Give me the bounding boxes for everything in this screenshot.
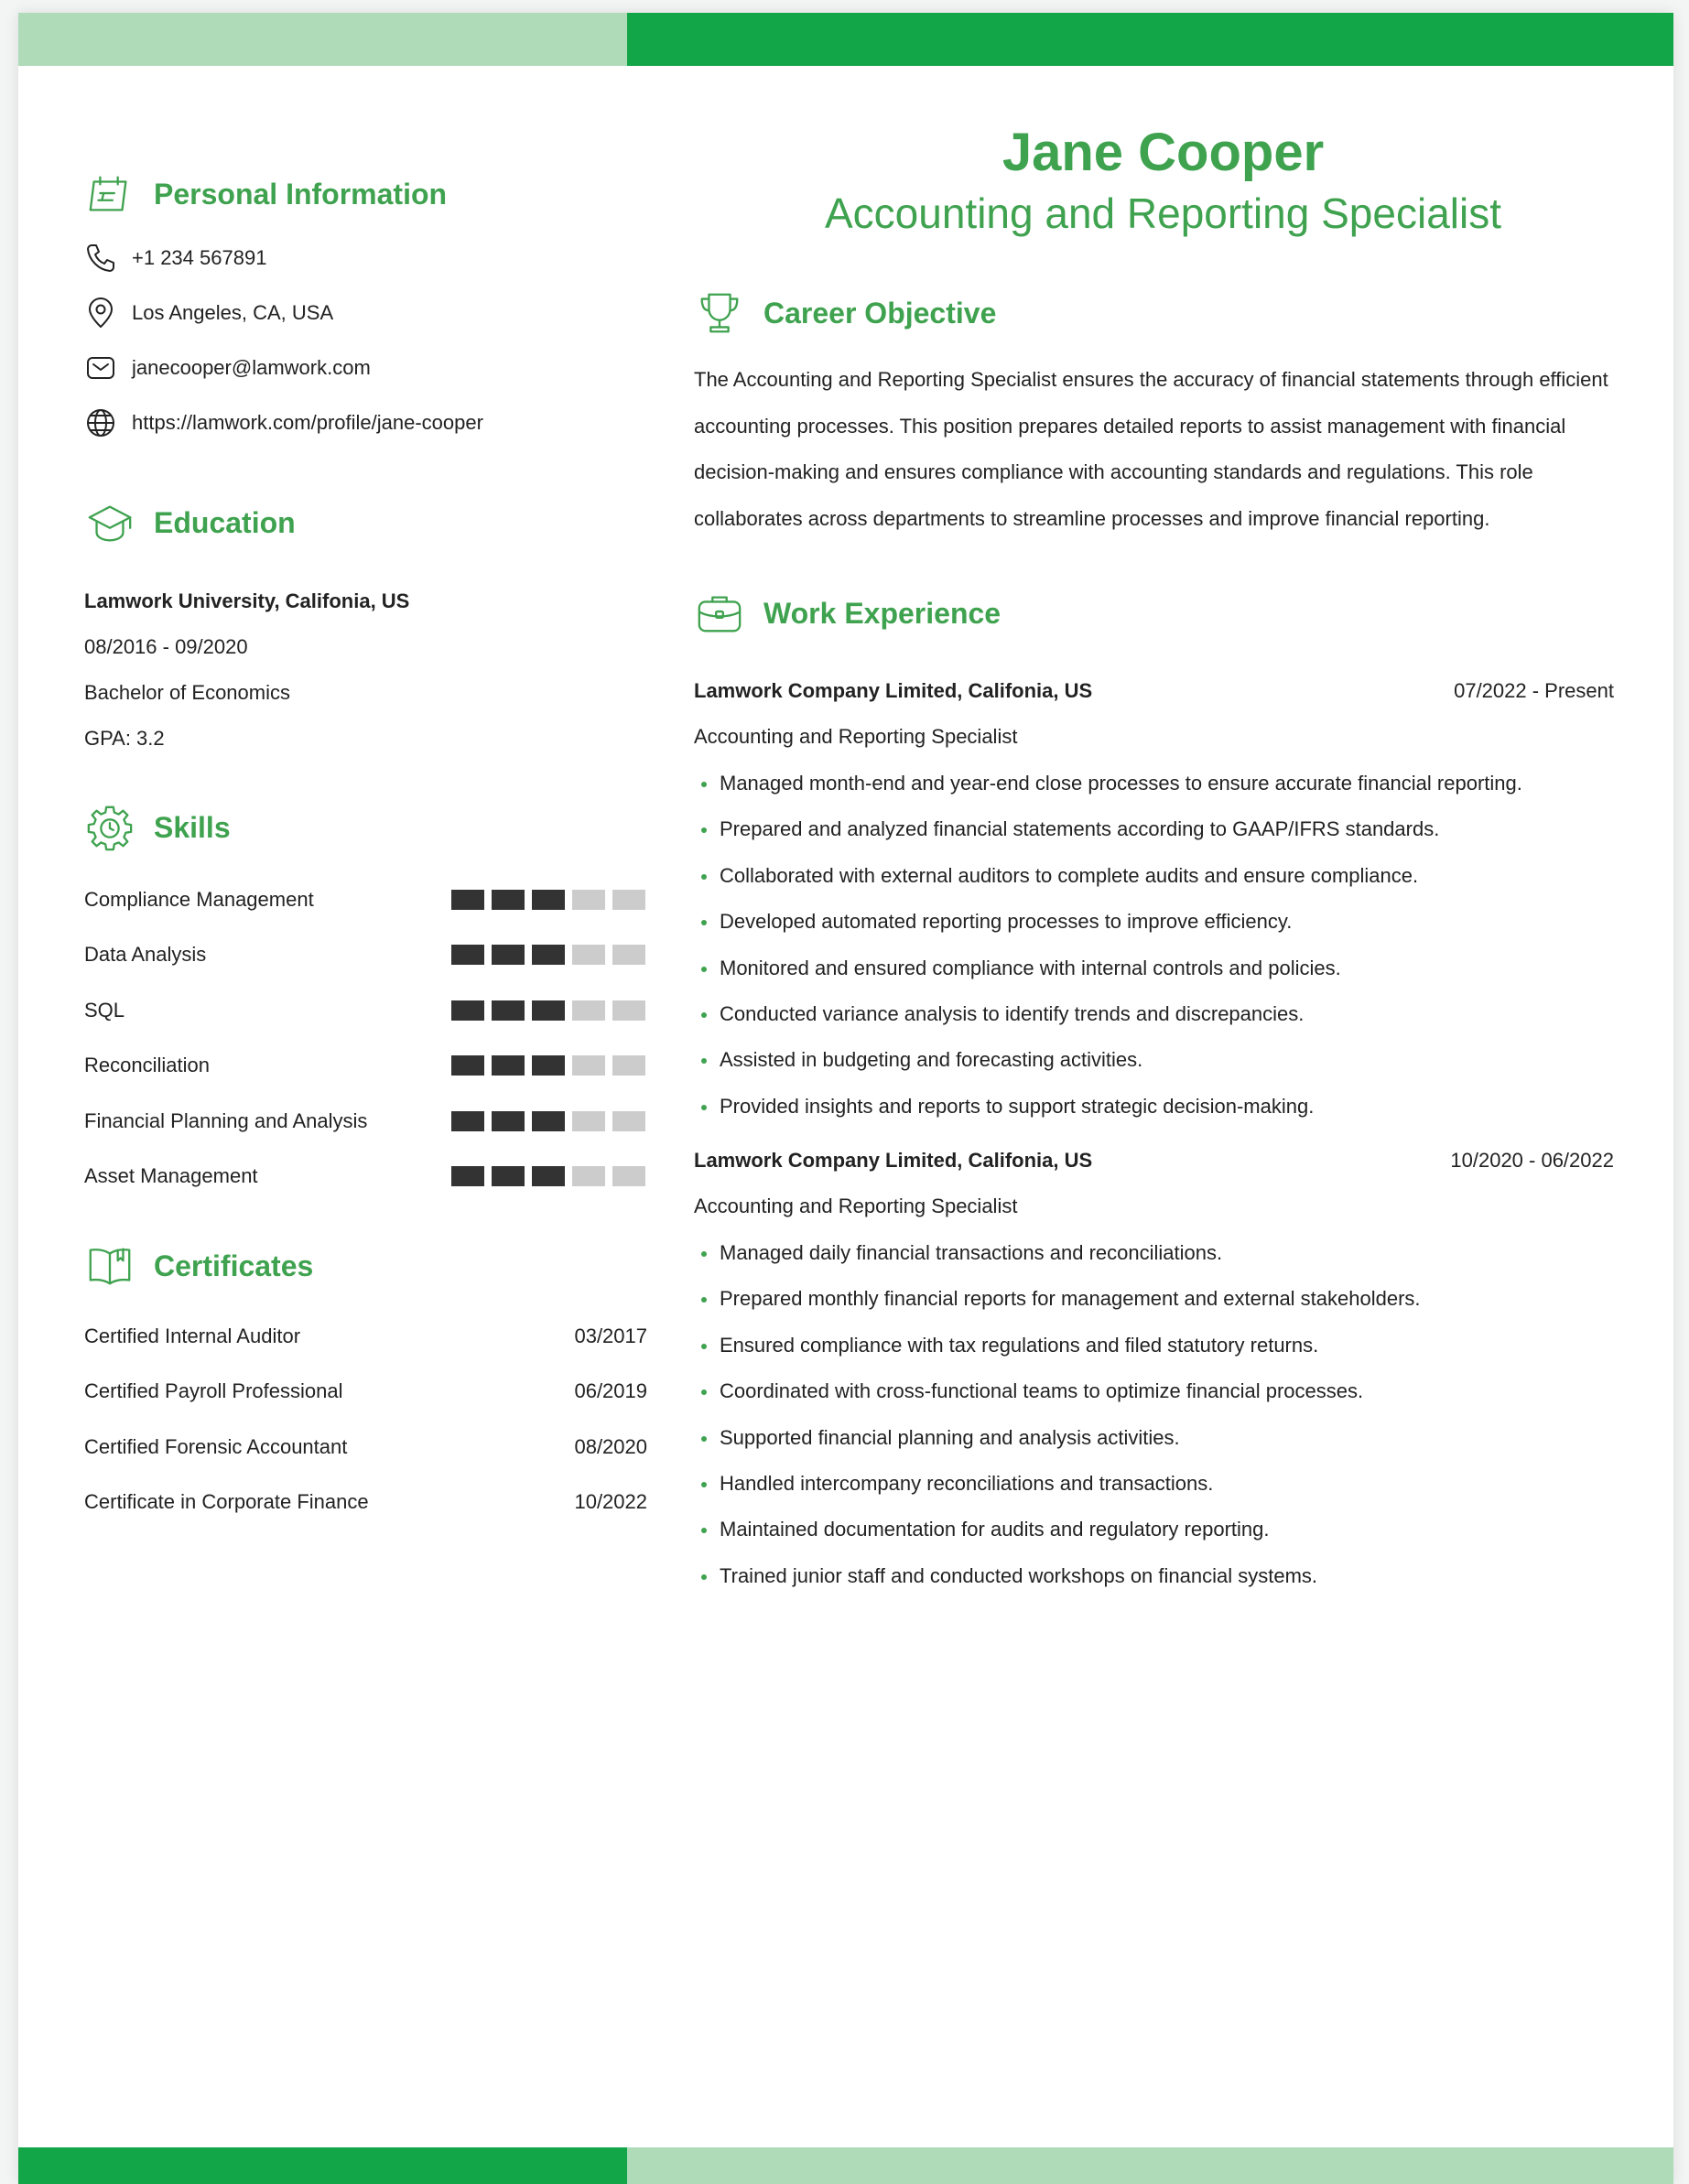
job-bullet: Conducted variance analysis to identify trends and discrepancies. [694, 991, 1614, 1037]
skill-level-empty [572, 1111, 605, 1131]
job-bullet: Ensured compliance with tax regulations and filed statutory returns. [694, 1323, 1614, 1368]
section-title: Work Experience [763, 596, 1001, 630]
skill-name: Reconciliation [84, 1054, 210, 1077]
certificate-row [84, 1431, 647, 1464]
job-bullets [694, 761, 1614, 1130]
job-period: 10/2020 - 06/2022 [1450, 1149, 1614, 1172]
skill-level-meter [444, 1111, 645, 1131]
work-experience-header [694, 586, 1001, 641]
education-header [84, 495, 296, 550]
skill-level-meter [444, 945, 645, 965]
skill-level-filled [492, 1166, 525, 1186]
certificates-header [84, 1238, 313, 1293]
mail-icon [84, 351, 117, 384]
candidate-name: Jane Cooper [1001, 123, 1325, 182]
skill-level-empty [612, 1055, 645, 1076]
section-title: Personal Information [154, 177, 448, 211]
job-bullet: Supported financial planning and analysis activities. [694, 1415, 1614, 1461]
skill-name: Financial Planning and Analysis [84, 1108, 368, 1132]
certificate-date: 10/2022 [574, 1490, 647, 1514]
graduation-cap-icon [84, 497, 135, 548]
contact-phone [84, 240, 266, 276]
skill-level-meter [444, 1055, 645, 1076]
skill-level-filled [492, 1055, 525, 1076]
email-link[interactable]: janecooper@lamwork.com [132, 356, 371, 379]
job-role: Accounting and Reporting Specialist [694, 725, 1018, 748]
job-company: Lamwork Company Limited, Califonia, US [694, 679, 1093, 702]
job-bullet: Collaborated with external auditors to complete audits and ensure compliance. [694, 853, 1614, 899]
skill-level-filled [451, 1111, 484, 1131]
certificate-date: 03/2017 [574, 1324, 647, 1347]
section-title: Certificates [154, 1249, 314, 1282]
top-bar-light [18, 13, 627, 66]
section-title: Skills [154, 810, 231, 844]
bottom-bar-dark [18, 2147, 627, 2184]
skill-level-meter [444, 1000, 645, 1021]
education-gpa: GPA: 3.2 [84, 727, 165, 750]
candidate-role: Accounting and Reporting Specialist [824, 189, 1501, 237]
job-bullet: Managed month-end and year-end close processes to ensure accurate financial reporting. [694, 761, 1614, 806]
skill-level-filled [451, 1055, 484, 1076]
job-bullet: Managed daily financial transactions and reconciliations. [694, 1230, 1614, 1276]
job-bullet: Trained junior staff and conducted workshops on financial systems. [694, 1553, 1614, 1599]
skill-name: Asset Management [84, 1164, 258, 1187]
skill-level-meter [444, 890, 645, 910]
name-block [694, 119, 1632, 240]
education-period: 08/2016 - 09/2020 [84, 635, 248, 658]
skill-level-filled [492, 1111, 525, 1131]
certificate-name: Certified Payroll Professional [84, 1379, 343, 1403]
gear-icon [84, 802, 135, 853]
certificate-name: Certified Forensic Accountant [84, 1434, 348, 1458]
skill-row [84, 1049, 647, 1082]
certificate-name: Certificate in Corporate Finance [84, 1490, 369, 1514]
skill-level-empty [572, 1000, 605, 1021]
skill-level-filled [451, 1000, 484, 1021]
certificate-row [84, 1320, 647, 1353]
certificate-row [84, 1486, 647, 1519]
skill-level-filled [492, 945, 525, 965]
personal-information-header [84, 167, 447, 222]
skill-level-filled [451, 890, 484, 910]
career-objective-text: The Accounting and Reporting Specialist ensures the accuracy of financial statements through efficient accounting processes. This position prepares detailed reports to assist management with financial decision-making and ensures compliance with accounting standards and regulations. This role collaborates across departments to streamline processes and improve financial reporting. [694, 368, 1608, 530]
job-bullet: Provided insights and reports to support strategic decision-making. [694, 1084, 1614, 1130]
section-title: Career Objective [763, 296, 997, 330]
globe-icon [84, 406, 117, 439]
skills-header [84, 800, 231, 855]
skill-name: SQL [84, 998, 125, 1022]
section-title: Education [154, 505, 296, 539]
skill-level-empty [612, 1111, 645, 1131]
skill-name: Compliance Management [84, 888, 314, 911]
skill-level-filled [532, 1000, 565, 1021]
skill-row [84, 994, 647, 1027]
certificate-name: Certified Internal Auditor [84, 1324, 301, 1347]
skill-level-filled [532, 1166, 565, 1186]
skill-level-empty [572, 1055, 605, 1076]
job-bullet: Maintained documentation for audits and regulatory reporting. [694, 1507, 1614, 1552]
skill-level-filled [492, 890, 525, 910]
briefcase-icon [694, 588, 745, 639]
certificate-date: 06/2019 [574, 1379, 647, 1403]
skill-row [84, 1160, 647, 1193]
job-bullet: Developed automated reporting processes to improve efficiency. [694, 899, 1614, 945]
skill-level-empty [612, 1166, 645, 1186]
id-card-icon [84, 168, 135, 220]
skill-level-filled [532, 890, 565, 910]
resume-page [18, 13, 1673, 2184]
job-bullet: Assisted in budgeting and forecasting activities. [694, 1037, 1614, 1083]
location-pin-icon [84, 297, 117, 330]
skill-level-empty [612, 945, 645, 965]
location-text: Los Angeles, CA, USA [132, 301, 334, 324]
job-bullet: Prepared monthly financial reports for management and external stakeholders. [694, 1276, 1614, 1322]
contact-website [84, 405, 483, 441]
book-icon [84, 1240, 135, 1292]
top-bar-dark [627, 13, 1673, 66]
job-header [694, 675, 1614, 708]
skill-level-empty [572, 1166, 605, 1186]
job-bullet: Coordinated with cross-functional teams to optimize financial processes. [694, 1368, 1614, 1414]
website-link[interactable]: https://lamwork.com/profile/jane-cooper [132, 411, 483, 434]
skill-level-filled [492, 1000, 525, 1021]
certificate-date: 08/2020 [574, 1434, 647, 1458]
skill-level-filled [451, 1166, 484, 1186]
education-degree: Bachelor of Economics [84, 681, 290, 704]
skill-level-filled [532, 945, 565, 965]
skill-level-empty [612, 1000, 645, 1021]
phone-text: +1 234 567891 [132, 246, 267, 269]
phone-icon [84, 242, 117, 275]
skill-level-empty [612, 890, 645, 910]
job-period: 07/2022 - Present [1454, 679, 1614, 702]
contact-email [84, 350, 371, 386]
skill-row [84, 938, 647, 971]
career-objective-header [694, 286, 996, 341]
skill-row [84, 883, 647, 916]
skill-level-filled [532, 1055, 565, 1076]
job-bullet: Monitored and ensured compliance with internal controls and policies. [694, 946, 1614, 991]
job-bullets [694, 1230, 1614, 1599]
job-bullet: Handled intercompany reconciliations and transactions. [694, 1461, 1614, 1507]
education-school: Lamwork University, Califonia, US [84, 589, 410, 612]
job-bullet: Prepared and analyzed financial statements according to GAAP/IFRS standards. [694, 806, 1614, 852]
trophy-icon [694, 287, 745, 339]
bottom-bar-light [627, 2147, 1673, 2184]
skill-level-filled [532, 1111, 565, 1131]
certificate-row [84, 1375, 647, 1408]
skill-level-meter [444, 1166, 645, 1186]
skill-row [84, 1105, 647, 1138]
skill-level-empty [572, 945, 605, 965]
job-company: Lamwork Company Limited, Califonia, US [694, 1149, 1093, 1172]
contact-location [84, 295, 333, 331]
job-role: Accounting and Reporting Specialist [694, 1195, 1018, 1217]
skill-level-filled [451, 945, 484, 965]
skill-name: Data Analysis [84, 943, 207, 967]
skill-level-empty [572, 890, 605, 910]
job-header [694, 1144, 1614, 1177]
